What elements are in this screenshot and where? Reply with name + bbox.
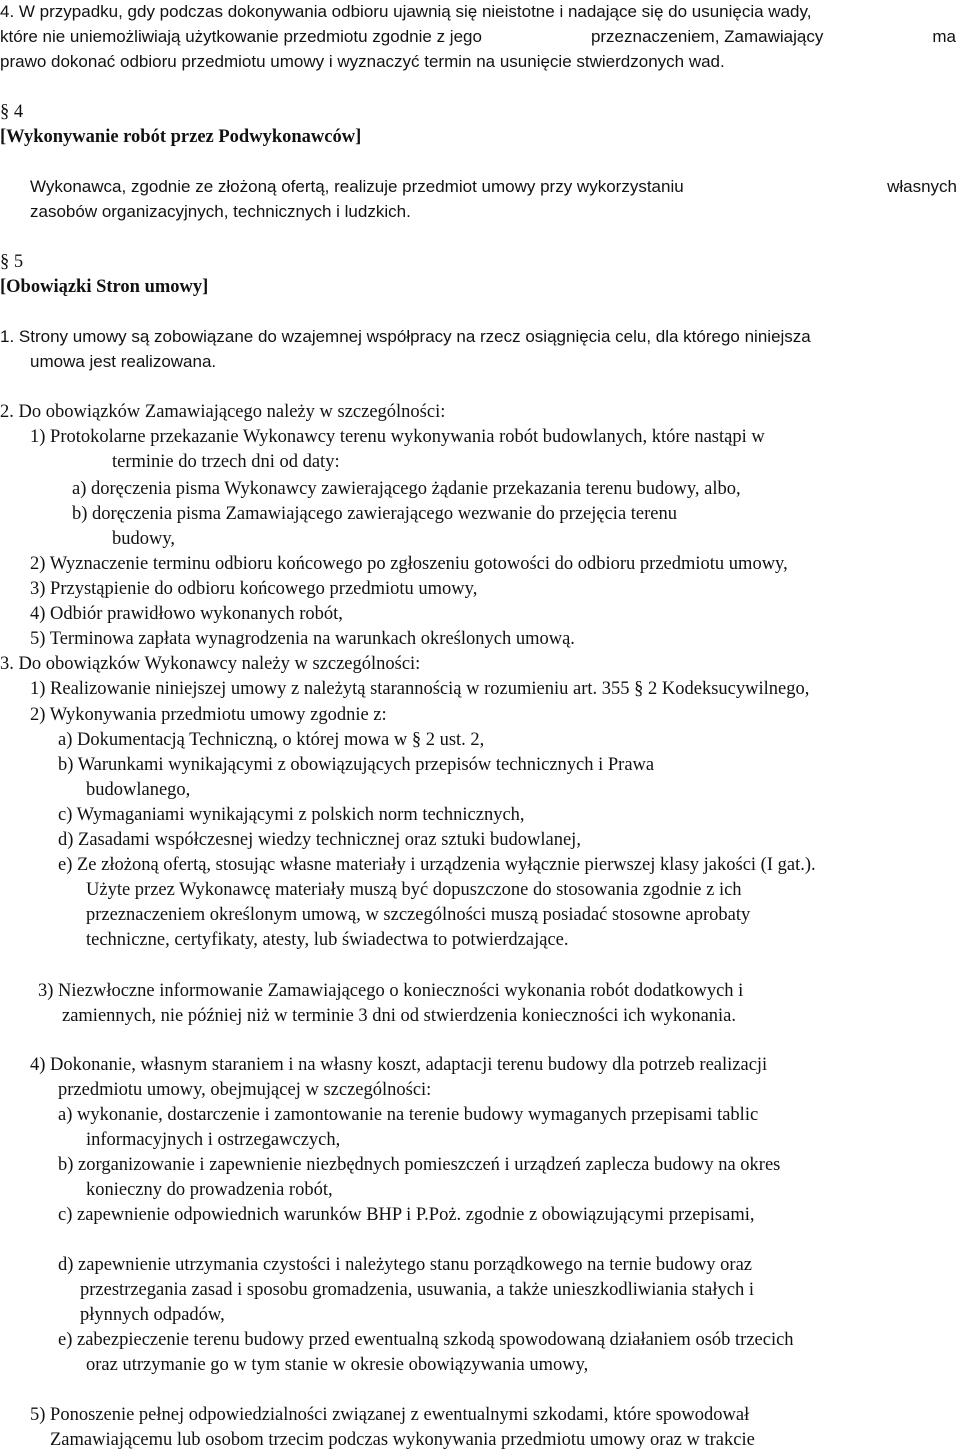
point-3-item-4-sub-b-line-2: konieczny do prowadzenia robót, — [86, 1180, 333, 1200]
point-2-item-1-sub-b-line-1: b) doręczenia pisma Zamawiającego zawierającego wezwanie do przejęcia terenu — [72, 504, 678, 524]
section-4-text-line-1 — [30, 178, 957, 195]
point-3-item-2-sub-e-line-2: Użyte przez Wykonawcę materiały muszą być dopuszczone do stosowania zgodnie z ich — [86, 880, 742, 900]
point-3-item-5-line-1: 5) Ponoszenie pełnej odpowiedzialności związanej z ewentualnymi szkodami, które spowodował — [30, 1405, 750, 1425]
section-5-point-2-heading: 2. Do obowiązków Zamawiającego należy w szczególności: — [0, 402, 446, 422]
point-3-item-4-sub-a-line-2: informacyjnych i ostrzegawczych, — [86, 1130, 341, 1150]
point-3-item-2-sub-b-line-1: b) Warunkami wynikającymi z obowiązujących przepisów technicznych i Prawa — [58, 755, 655, 775]
section-4-title: [Wykonywanie robót przez Podwykonawców] — [0, 127, 362, 147]
point-3-item-2-sub-b-line-2: budowlanego, — [86, 780, 191, 800]
point-3-item-4-sub-e-line-1: e) zabezpieczenie terenu budowy przed ewentualną szkodą spowodowaną działaniem osób trzecich — [58, 1330, 794, 1350]
section-4-heading: § 4 — [0, 102, 24, 122]
section-4-text-line-1-part-1: Wykonawca, zgodnie ze złożoną ofertą, realizuje przedmiot umowy przy wykorzystaniu — [30, 177, 684, 196]
paragraph-4-line-1: 4. W przypadku, gdy podczas dokonywania odbioru ujawnią się nieistotne i nadające się do usunięcia wady, — [0, 2, 812, 21]
point-3-item-2-sub-a: a) Dokumentacją Techniczną, o której mowa w § 2 ust. 2, — [58, 730, 485, 750]
point-3-item-4-sub-e-line-2: oraz utrzymanie go w tym stanie w okresie obowiązywania umowy, — [86, 1355, 589, 1375]
point-3-item-4-sub-d-line-2: przestrzegania zasad i sposobu gromadzenia, usuwania, a także unieszkodliwiania stałych i — [80, 1280, 754, 1300]
point-2-item-1-line-1: 1) Protokolarne przekazanie Wykonawcy terenu wykonywania robót budowlanych, które nastąpi w — [30, 427, 765, 447]
point-3-item-5-line-2: Zamawiającemu lub osobom trzecim podczas wykonywania przedmiotu umowy oraz w trakcie — [50, 1430, 755, 1450]
point-2-item-3: 3) Przystąpienie do odbioru końcowego przedmiotu umowy, — [30, 579, 478, 599]
point-3-item-3-line-1: 3) Niezwłoczne informowanie Zamawiającego o konieczności wykonania robót dodatkowych i — [38, 981, 744, 1001]
section-5-heading: § 5 — [0, 252, 24, 272]
section-5-point-1-line-1: 1. Strony umowy są zobowiązane do wzajemnej współpracy na rzecz osiągnięcia celu, dla którego niniejsza — [0, 327, 811, 346]
paragraph-4-line-3: prawo dokonać odbioru przedmiotu umowy i wyznaczyć termin na usunięcie stwierdzonych wad. — [0, 52, 725, 71]
section-4-text-line-2: zasobów organizacyjnych, technicznych i ludzkich. — [30, 202, 411, 221]
point-3-item-4-line-2: przedmiotu umowy, obejmującej w szczególności: — [58, 1080, 432, 1100]
point-3-item-4-sub-b-line-1: b) zorganizowanie i zapewnienie niezbędnych pomieszczeń i urządzeń zaplecza budowy na okres — [58, 1155, 781, 1175]
point-3-item-4-sub-a-line-1: a) wykonanie, dostarczenie i zamontowanie na terenie budowy wymaganych przepisami tablic — [58, 1105, 759, 1125]
paragraph-4-line-2-part-1: które nie uniemożliwiają użytkowanie przedmiotu zgodnie z jego — [0, 27, 482, 46]
point-3-item-2-sub-e-line-4: techniczne, certyfikaty, atesty, lub świadectwa to potwierdzające. — [86, 930, 569, 950]
point-3-item-4-sub-c: c) zapewnienie odpowiednich warunków BHP i P.Poż. zgodnie z obowiązującymi przepisami, — [58, 1205, 755, 1225]
paragraph-4-line-2 — [0, 28, 956, 45]
point-2-item-2: 2) Wyznaczenie terminu odbioru końcowego po zgłoszeniu gotowości do odbioru przedmiotu umowy, — [30, 554, 788, 574]
paragraph-4-line-2-part-2: przeznaczeniem, Zamawiający — [590, 27, 824, 46]
point-3-item-2-sub-d: d) Zasadami współczesnej wiedzy technicznej oraz sztuki budowlanej, — [58, 830, 581, 850]
point-3-item-4-sub-d-line-1: d) zapewnienie utrzymania czystości i należytego stanu porządkowego na ternie budowy oraz — [58, 1255, 752, 1275]
point-2-item-1-sub-b-line-2: budowy, — [112, 529, 176, 549]
point-2-item-5: 5) Terminowa zapłata wynagrodzenia na warunkach określonych umową. — [30, 629, 575, 649]
point-3-item-2-sub-e-line-3: przeznaczeniem określonym umową, w szczególności muszą posiadać stosowne aprobaty — [86, 905, 751, 925]
point-3-item-2: 2) Wykonywania przedmiotu umowy zgodnie z: — [30, 705, 387, 725]
section-5-point-1-line-2: umowa jest realizowana. — [30, 352, 217, 371]
paragraph-4-line-2-part-3: ma — [932, 27, 956, 46]
point-3-item-2-sub-e-line-1: e) Ze złożoną ofertą, stosując własne materiały i urządzenia wyłącznie pierwszej klasy jakości (I gat.). — [58, 855, 816, 875]
point-2-item-1-sub-a: a) doręczenia pisma Wykonawcy zawierającego żądanie przekazania terenu budowy, albo, — [72, 479, 741, 499]
point-3-item-2-sub-c: c) Wymaganiami wynikającymi z polskich norm technicznych, — [58, 805, 525, 825]
point-3-item-1: 1) Realizowanie niniejszej umowy z należytą starannością w rozumieniu art. 355 § 2 Kodeksucywilnego, — [30, 679, 810, 699]
point-3-item-4-sub-d-line-3: płynnych odpadów, — [80, 1305, 225, 1325]
point-2-item-1-line-2: terminie do trzech dni od daty: — [112, 452, 340, 472]
section-5-title: [Obowiązki Stron umowy] — [0, 277, 209, 297]
section-4-text-line-1-part-2: własnych — [887, 177, 957, 196]
point-3-item-4-line-1: 4) Dokonanie, własnym staraniem i na własny koszt, adaptacji terenu budowy dla potrzeb realizacji — [30, 1055, 768, 1075]
point-2-item-4: 4) Odbiór prawidłowo wykonanych robót, — [30, 604, 343, 624]
section-5-point-3-heading: 3. Do obowiązków Wykonawcy należy w szczególności: — [0, 654, 421, 674]
point-3-item-3-line-2: zamiennych, nie później niż w terminie 3 dni od stwierdzenia konieczności ich wykonania. — [62, 1006, 737, 1026]
